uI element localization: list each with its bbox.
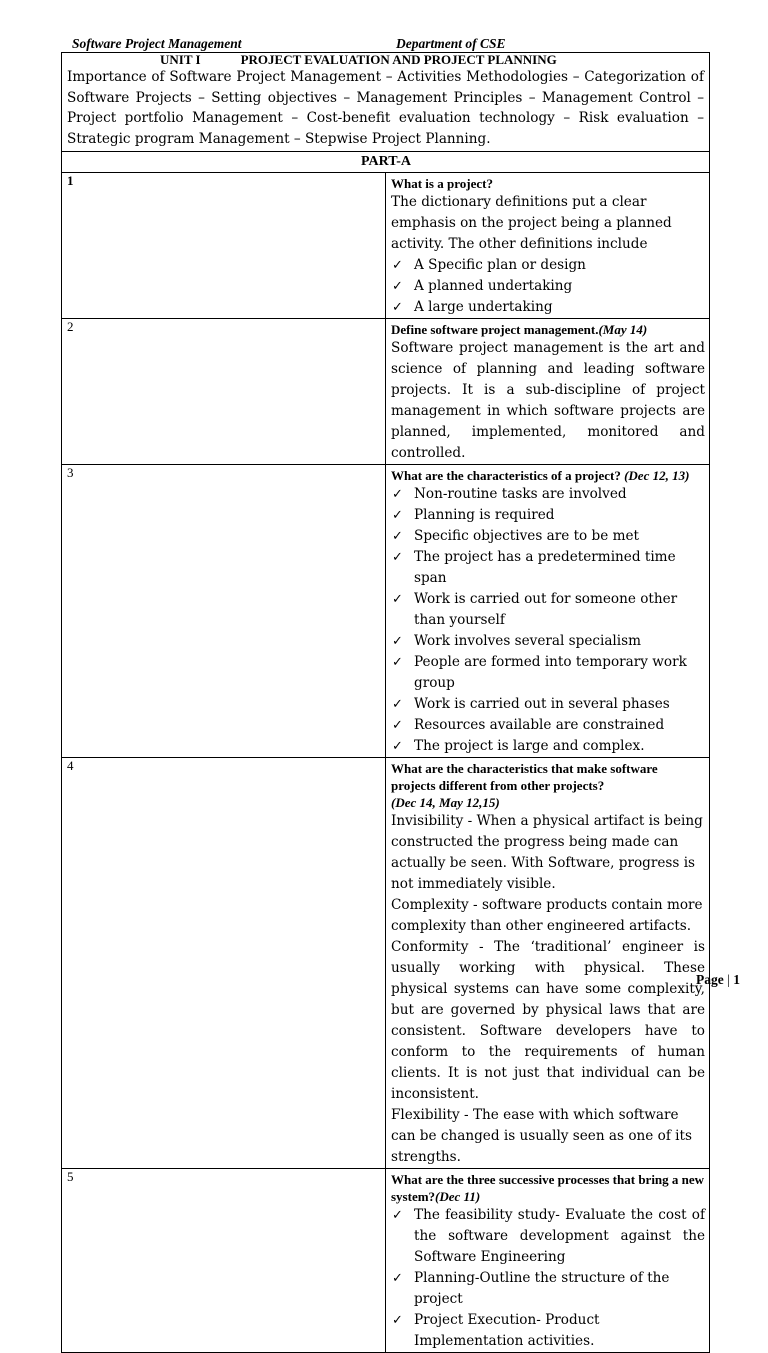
answer-text: The dictionary definitions put a clear emphasis on the project being a planned activity. The other definitions include (391, 194, 672, 253)
question-number: 4 (62, 758, 386, 1169)
question-row (62, 173, 710, 319)
answer-list (391, 1205, 705, 1352)
running-header-department: Department of CSE (396, 36, 506, 51)
checkmark-icon: ✓ (392, 739, 403, 755)
checkmark-icon: ✓ (392, 279, 403, 295)
answer-paragraph: Flexibility - The ease with which software can be changed is usually seen as one of its strengths. (391, 1107, 692, 1166)
question-text: What is a project? (391, 176, 493, 192)
question-text: What are the characteristics that make software projects different from other projects? (Dec 14, May 12,15) (391, 761, 658, 811)
unit-title: PROJECT EVALUATION AND PROJECT PLANNING (240, 52, 557, 67)
list-item: ✓ A Specific plan or design (391, 255, 705, 276)
question-number: 5 (62, 1169, 386, 1353)
checkmark-icon: ✓ (392, 718, 403, 734)
question-number: 1 (62, 173, 386, 319)
checkmark-icon: ✓ (392, 300, 403, 316)
list-item: ✓ A planned undertaking (391, 276, 705, 297)
unit-row (62, 53, 710, 152)
checkmark-icon: ✓ (392, 1313, 403, 1329)
question-bank-table (61, 52, 710, 1353)
list-item: ✓ Work is carried out in several phases (391, 694, 705, 715)
list-item: ✓ Project Execution- Product Implementation activities. (392, 1312, 600, 1350)
list-item: ✓ The project has a predetermined time span (392, 549, 676, 587)
question-row (62, 758, 710, 1169)
answer-paragraph: Complexity - software products contain more complexity than other engineered artifacts. (391, 897, 703, 935)
list-item: ✓ Planning-Outline the structure of the project (392, 1270, 670, 1308)
list-item: ✓ People are formed into temporary work group (392, 654, 687, 692)
answer-paragraph: Invisibility - When a physical artifact is being constructed the progress being made can actually be seen. With Software, progress is not immediately visible. (391, 813, 703, 893)
question-row (62, 465, 710, 758)
question-row (62, 319, 710, 465)
part-row (62, 152, 710, 173)
checkmark-icon: ✓ (392, 697, 403, 713)
checkmark-icon: ✓ (392, 655, 403, 671)
list-item: ✓ Non-routine tasks are involved (391, 484, 705, 505)
checkmark-icon: ✓ (392, 508, 403, 524)
checkmark-icon: ✓ (392, 487, 403, 503)
page-separator: | (727, 972, 730, 987)
answer-list (391, 255, 705, 318)
exam-reference: (May 14) (598, 322, 648, 338)
list-item: ✓ The feasibility study- Evaluate the cost of the software development against the Software Engineering (392, 1207, 705, 1266)
list-item: ✓ The project is large and complex. (391, 736, 705, 757)
question-number: 2 (62, 319, 386, 465)
checkmark-icon: ✓ (392, 550, 403, 566)
checkmark-icon: ✓ (392, 529, 403, 545)
page-label: Page (696, 972, 724, 987)
page-number: 1 (733, 972, 740, 987)
question-text: Define software project management.(May 14) (391, 322, 648, 338)
answer-list (391, 484, 705, 757)
unit-number: UNIT I (160, 52, 201, 67)
checkmark-icon: ✓ (392, 634, 403, 650)
list-item: ✓ Work involves several specialism (391, 631, 705, 652)
checkmark-icon: ✓ (392, 592, 403, 608)
list-item: ✓ Specific objectives are to be met (391, 526, 705, 547)
checkmark-icon: ✓ (392, 1271, 403, 1287)
checkmark-icon: ✓ (392, 1208, 403, 1224)
exam-reference: (Dec 11) (435, 1189, 481, 1205)
page-footer (696, 972, 740, 988)
list-item: ✓ Work is carried out for someone other than yourself (392, 591, 678, 629)
part-title: PART-A (62, 152, 710, 173)
question-row (62, 1169, 710, 1353)
list-item: ✓ Planning is required (391, 505, 705, 526)
list-item: ✓ Resources available are constrained (391, 715, 705, 736)
running-header-course: Software Project Management (72, 36, 242, 51)
exam-reference: (Dec 12, 13) (624, 468, 690, 484)
question-number: 3 (62, 465, 386, 758)
unit-syllabus: Importance of Software Project Management – Activities Methodologies – Categorization of Software Projects – Setting objectives – Management Principles – Management Control – Project portfolio Management – Cost-benefit evaluation technology – Risk evaluation – Strategic program Management – Stepwise Project Planning. (67, 69, 704, 147)
question-text: What are the characteristics of a project? (Dec 12, 13) (391, 468, 690, 484)
list-item: ✓ A large undertaking (391, 297, 705, 318)
answer-text: Software project management is the art and science of planning and leading software projects. It is a sub-discipline of project management in which software projects are planned, implemented, monitored and controlled. (391, 340, 705, 462)
checkmark-icon: ✓ (392, 258, 403, 274)
unit-heading (66, 53, 705, 67)
exam-reference: (Dec 14, May 12,15) (391, 795, 500, 811)
question-text: What are the three successive processes that bring a new system?(Dec 11) (391, 1172, 705, 1205)
answer-paragraph: Conformity - The ‘traditional’ engineer is usually working with physical. These physical systems can have some complexity, but are governed by physical laws that are consistent. Software developers have to conform to the requirements of human clients. It is not just that individual can be inconsistent. (391, 939, 705, 1103)
